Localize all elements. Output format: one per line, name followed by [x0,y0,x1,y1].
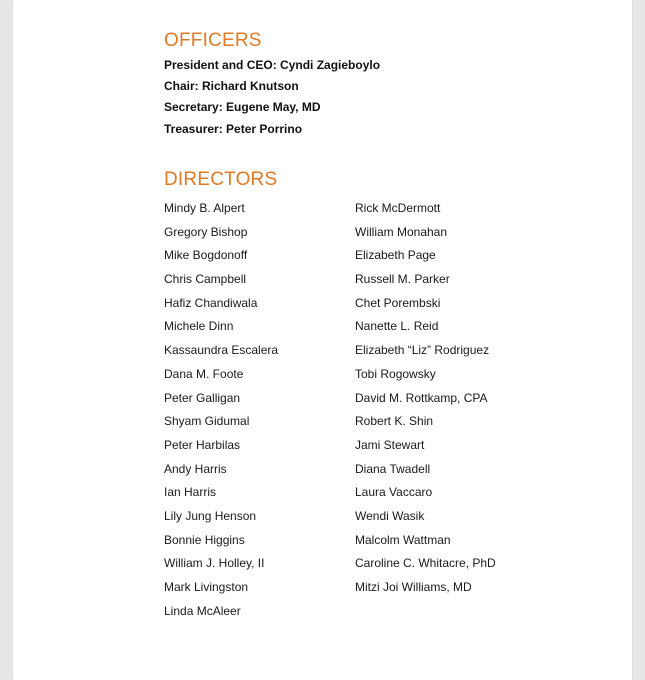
director-name: Gregory Bishop [164,224,248,239]
director-name: Laura Vaccaro [355,485,433,500]
director-name: Elizabeth Page [355,248,436,263]
director-name: David M. Rottkamp, CPA [355,390,488,405]
director-name: Hafiz Chandiwala [164,295,258,310]
officer-line-president: President and CEO: Cyndi Zagieboylo [164,58,381,72]
document-page [13,0,632,680]
director-name: Chet Porembski [355,295,441,310]
directors-heading: DIRECTORS [164,169,278,190]
director-name: Mike Bogdonoff [164,248,248,263]
director-name: Kassaundra Escalera [164,343,279,358]
officer-line-treasurer: Treasurer: Peter Porrino [164,122,303,136]
director-name: William J. Holley, II [164,556,265,571]
director-name: Nanette L. Reid [355,319,439,334]
director-name: Robert K. Shin [355,414,434,429]
director-name: Tobi Rogowsky [355,366,436,381]
director-name: Bonnie Higgins [164,532,245,547]
director-name: Linda McAleer [164,603,241,618]
officer-line-chair: Chair: Richard Knutson [164,79,299,93]
director-name: Russell M. Parker [355,272,450,287]
director-name: William Monahan [355,224,448,239]
director-name: Rick McDermott [355,201,441,215]
officers-heading: OFFICERS [164,30,262,51]
director-name: Elizabeth “Liz” Rodriguez [355,343,490,358]
director-name: Diana Twadell [355,461,431,476]
director-name: Lily Jung Henson [164,508,257,523]
director-name: Jami Stewart [355,437,425,452]
director-name: Mitzi Joi Williams, MD [355,580,472,594]
director-name: Malcolm Wattman [355,532,451,547]
director-name: Mindy B. Alpert [164,201,245,215]
officer-line-secretary: Secretary: Eugene May, MD [164,100,321,114]
director-name: Peter Galligan [164,390,241,405]
directors-left-column [164,198,278,624]
director-name: Shyam Gidumal [164,414,250,429]
director-name: Ian Harris [164,485,217,500]
director-name: Michele Dinn [164,319,234,334]
director-name: Chris Campbell [164,272,247,287]
director-name: Caroline C. Whitacre, PhD [355,556,496,571]
director-name: Dana M. Foote [164,366,244,381]
director-name: Andy Harris [164,461,227,476]
directors-right-column [355,198,496,601]
director-name: Wendi Wasik [355,508,425,523]
director-name: Peter Harbilas [164,437,241,452]
director-name: Mark Livingston [164,580,249,594]
